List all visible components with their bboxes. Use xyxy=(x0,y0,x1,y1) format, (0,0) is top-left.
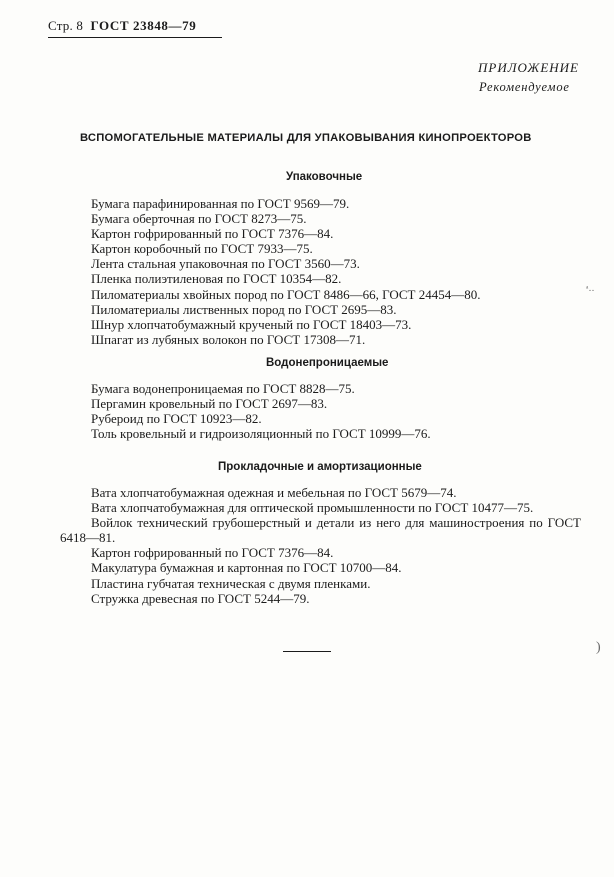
list-item: Пиломатериалы лиственных пород по ГОСТ 2695—83. xyxy=(91,301,397,317)
list-item: Пиломатериалы хвойных пород по ГОСТ 8486—66, ГОСТ 24454—80. xyxy=(91,286,481,302)
list-item: Толь кровельный и гидроизоляционный по ГОСТ 10999—76. xyxy=(91,426,431,442)
list-item: Войлок технический грубошерстный и детали из него для машиностроения по ГОСТ 6418—81. xyxy=(60,515,581,546)
scan-speck: ) xyxy=(596,640,601,655)
waterproof-materials-list xyxy=(91,381,431,441)
section-heading-packing: Упаковочные xyxy=(286,171,363,183)
list-item: Картон гофрированный по ГОСТ 7376—84. xyxy=(91,545,334,561)
list-item: Бумага парафинированная по ГОСТ 9569—79. xyxy=(91,196,350,211)
section-heading-waterproof: Водонепроницаемые xyxy=(266,357,389,369)
cushioning-materials-list xyxy=(60,485,581,606)
page-header xyxy=(48,18,196,34)
list-item: Бумага оберточная по ГОСТ 8273—75. xyxy=(91,211,307,227)
list-item: Рубероид по ГОСТ 10923—82. xyxy=(91,411,262,427)
header-rule xyxy=(48,37,222,38)
list-item: Картон гофрированный по ГОСТ 7376—84. xyxy=(91,226,334,242)
page-number: Стр. 8 xyxy=(48,18,84,33)
appendix-status: Рекомендуемое xyxy=(479,80,570,94)
standard-number: ГОСТ 23848—79 xyxy=(90,18,197,33)
scan-speck: ᵃ‥ xyxy=(586,283,595,293)
document-title: ВСПОМОГАТЕЛЬНЫЕ МАТЕРИАЛЫ ДЛЯ УПАКОВЫВАНИЯ КИНОПРОЕКТОРОВ xyxy=(80,132,532,144)
list-item: Шнур хлопчатобумажный крученый по ГОСТ 18403—73. xyxy=(91,316,412,332)
list-item: Вата хлопчатобумажная для оптической промышленности по ГОСТ 10477—75. xyxy=(91,500,534,516)
packing-materials-list xyxy=(91,196,480,347)
list-item: Вата хлопчатобумажная одежная и мебельная по ГОСТ 5679—74. xyxy=(91,485,457,500)
list-item: Пленка полиэтиленовая по ГОСТ 10354—82. xyxy=(91,271,342,287)
list-item: Бумага водонепроницаемая по ГОСТ 8828—75. xyxy=(91,381,355,396)
appendix-label: ПРИЛОЖЕНИЕ xyxy=(478,60,579,75)
end-rule xyxy=(283,651,331,652)
list-item: Картон коробочный по ГОСТ 7933—75. xyxy=(91,241,313,257)
list-item: Макулатура бумажная и картонная по ГОСТ 10700—84. xyxy=(91,560,402,576)
list-item: Лента стальная упаковочная по ГОСТ 3560—73. xyxy=(91,256,360,272)
list-item: Пластина губчатая техническая с двумя пленками. xyxy=(91,575,371,591)
list-item: Пергамин кровельный по ГОСТ 2697—83. xyxy=(91,396,328,412)
list-item: Шпагат из лубяных волокон по ГОСТ 17308—71. xyxy=(91,331,366,347)
section-heading-cushioning: Прокладочные и амортизационные xyxy=(218,461,422,473)
list-item: Стружка древесная по ГОСТ 5244—79. xyxy=(91,590,310,606)
